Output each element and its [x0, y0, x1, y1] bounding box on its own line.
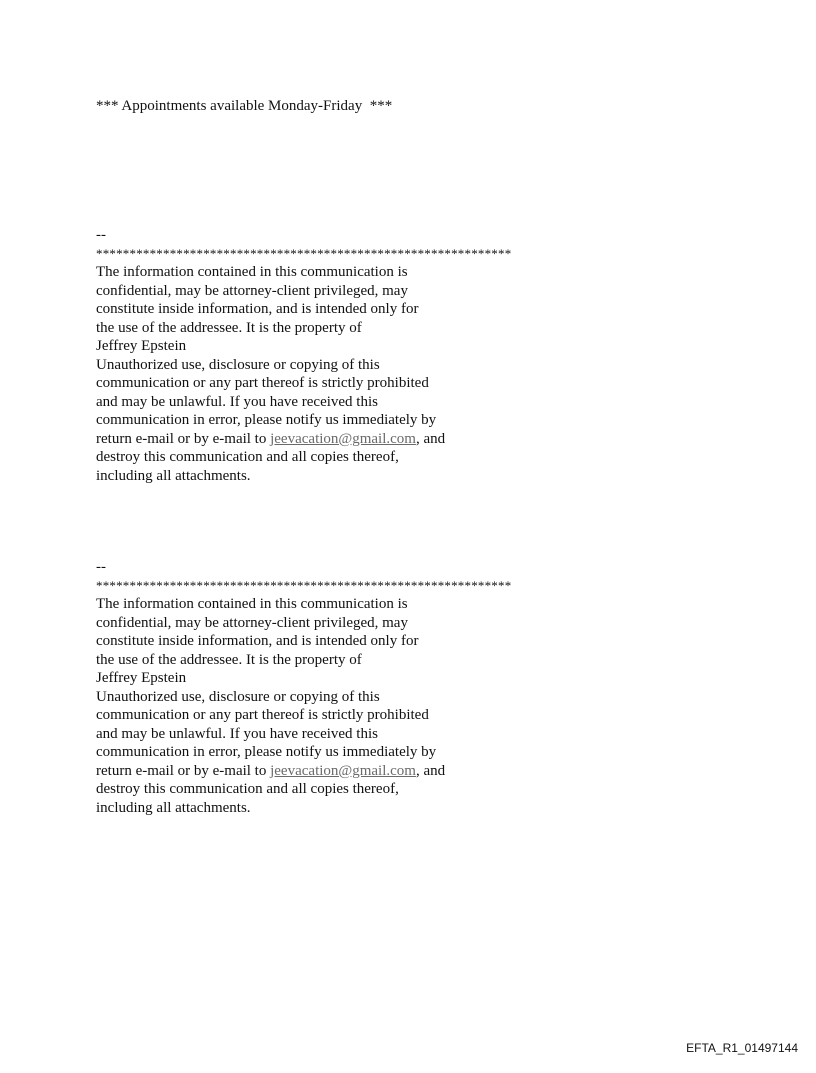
disclaimer-line: Jeffrey Epstein	[96, 670, 187, 686]
disclaimer-line: communication in error, please notify us immediately by	[96, 744, 437, 760]
disclaimer-line: including all attachments.	[96, 799, 251, 816]
disclaimer-line: The information contained in this communication is	[96, 596, 408, 612]
disclaimer-line	[96, 430, 616, 449]
disclaimer-text: , and	[415, 430, 446, 447]
disclaimer-line: destroy this communication and all copies thereof,	[96, 781, 399, 797]
separator-stars: **************************************************************	[96, 577, 512, 593]
separator-stars: **************************************************************	[96, 245, 512, 261]
disclaimer-line: confidential, may be attorney-client privileged, may	[96, 614, 408, 631]
disclaimer-line: Jeffrey Epstein	[96, 338, 187, 354]
disclaimer-line: constitute inside information, and is intended only for	[96, 301, 419, 317]
disclaimer-text: return e-mail or by e-mail to	[96, 430, 271, 447]
disclaimer-line: including all attachments.	[96, 467, 251, 484]
disclaimer-line: and may be unlawful. If you have received this	[96, 393, 378, 410]
email-link[interactable]: jeevacation@gmail.com	[270, 762, 416, 779]
disclaimer-line: the use of the addressee. It is the property of	[96, 319, 362, 336]
separator-dash: --	[96, 559, 106, 575]
disclaimer-line: confidential, may be attorney-client privileged, may	[96, 282, 408, 299]
disclaimer-line: the use of the addressee. It is the property of	[96, 651, 362, 668]
separator-dash: --	[96, 227, 106, 243]
disclaimer-line: destroy this communication and all copies thereof,	[96, 449, 399, 465]
disclaimer-line: Unauthorized use, disclosure or copying of this	[96, 356, 380, 373]
disclaimer-line: communication or any part thereof is strictly prohibited	[96, 707, 429, 723]
email-link[interactable]: jeevacation@gmail.com	[270, 430, 416, 447]
disclaimer-block-1	[96, 226, 616, 485]
disclaimer-line: and may be unlawful. If you have received this	[96, 725, 378, 742]
disclaimer-block-2	[96, 558, 616, 817]
disclaimer-line: The information contained in this communication is	[96, 264, 408, 280]
disclaimer-text: , and	[415, 762, 446, 779]
disclaimer-line: communication or any part thereof is strictly prohibited	[96, 375, 429, 391]
disclaimer-line: constitute inside information, and is intended only for	[96, 633, 419, 649]
disclaimer-line	[96, 762, 616, 781]
disclaimer-line: Unauthorized use, disclosure or copying of this	[96, 688, 380, 705]
document-id: EFTA_R1_01497144	[686, 1041, 798, 1055]
disclaimer-text: return e-mail or by e-mail to	[96, 762, 271, 779]
appointments-notice: *** Appointments available Monday-Friday ***	[96, 98, 393, 114]
disclaimer-line: communication in error, please notify us immediately by	[96, 412, 437, 428]
